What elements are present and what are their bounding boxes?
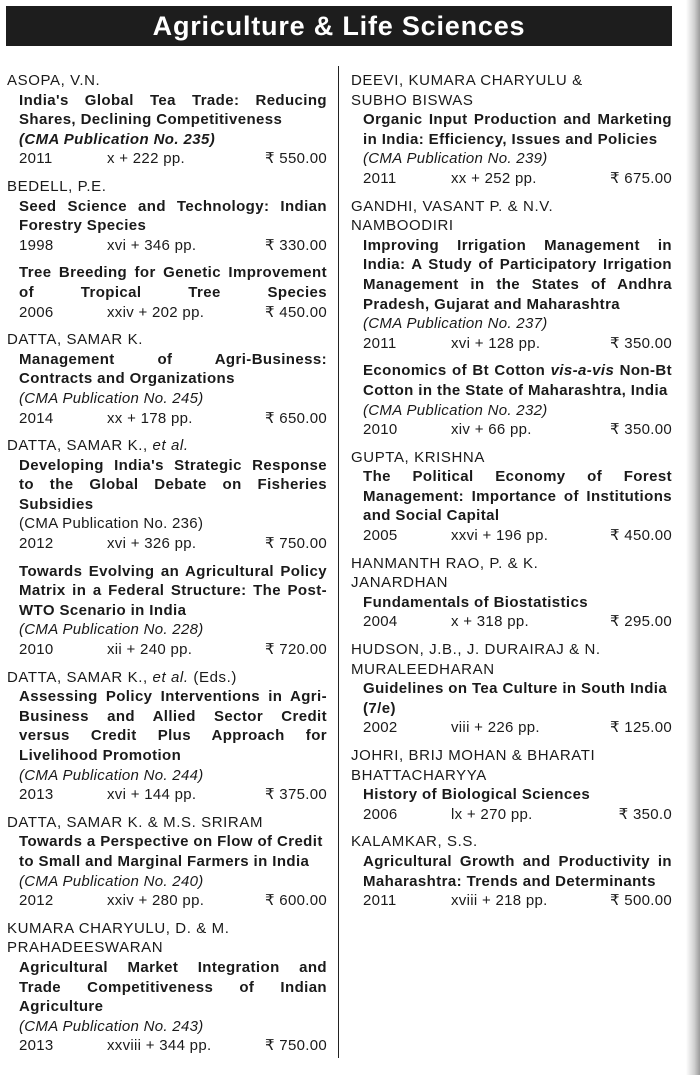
book-year: 2011 (19, 150, 53, 168)
book-title: Assessing Policy Interventions in Agri-Business and Allied Sector Credit versus Credit Plus Approach for Livelihood Promotion (19, 688, 327, 764)
book-year: 2012 (19, 892, 54, 910)
book-details (19, 785, 327, 805)
author-name: DEEVI, KUMARA CHARYULU & SUBHO BISWAS (351, 72, 583, 109)
book-price: ₹ 375.00 (265, 786, 327, 804)
book-listing (351, 467, 672, 545)
book-price: ₹ 350.00 (610, 421, 672, 439)
book-pages: xx + 252 pp. (451, 169, 537, 187)
book-year: 2013 (19, 786, 54, 804)
book-title: Towards Evolving an Agricultural Policy Matrix in a Federal Structure: The Post-WTO Scenario in India (19, 562, 327, 619)
catalog-entry (351, 71, 672, 189)
book-pages: x + 222 pp. (107, 150, 185, 168)
book-listing (351, 679, 672, 738)
book-price: ₹ 450.00 (265, 303, 327, 321)
page-edge-shadow (686, 0, 700, 1075)
author-name: DATTA, SAMAR K., et al. (7, 437, 189, 455)
book-details (363, 612, 672, 632)
book-price: ₹ 450.00 (610, 527, 672, 545)
catalog-entry (7, 71, 327, 169)
book-pages: xx + 178 pp. (107, 409, 193, 427)
book-pages: xvi + 326 pp. (107, 535, 197, 553)
author-name: DATTA, SAMAR K. (7, 331, 143, 349)
book-details (363, 891, 672, 911)
catalog-entry (351, 448, 672, 546)
book-details (363, 805, 672, 825)
book-price: ₹ 750.00 (265, 1037, 327, 1055)
book-pages: xviii + 218 pp. (451, 892, 548, 910)
book-price: ₹ 350.00 (610, 334, 672, 352)
book-details (363, 334, 672, 354)
publication-note: (CMA Publication No. 236) (19, 515, 204, 533)
book-details (19, 236, 327, 256)
book-details (19, 640, 327, 660)
book-title: Developing India's Strategic Response to the Global Debate on Fisheries Subsidies (19, 456, 327, 513)
book-year: 2011 (363, 169, 397, 187)
book-price: ₹ 500.00 (610, 892, 672, 910)
publication-note: (CMA Publication No. 235) (19, 130, 216, 148)
book-price: ₹ 675.00 (610, 169, 672, 187)
author-name: ASOPA, V.N. (7, 72, 101, 89)
book-details (363, 526, 672, 546)
book-title: Economics of Bt Cotton vis-a-vis Non-Bt Cotton in the State of Maharashtra, India (363, 362, 672, 399)
catalog-entry (7, 177, 327, 322)
book-title: Organic Input Production and Marketing in India: Efficiency, Issues and Policies (363, 111, 672, 148)
publication-note: (CMA Publication No. 245) (19, 389, 204, 407)
book-listing (351, 852, 672, 911)
book-price: ₹ 750.00 (265, 535, 327, 553)
publication-note: (CMA Publication No. 232) (363, 401, 548, 419)
book-listing (7, 197, 327, 256)
book-details (19, 303, 327, 323)
book-details (19, 534, 327, 554)
book-details (19, 891, 327, 911)
section-banner (6, 6, 672, 46)
book-listing (7, 263, 327, 322)
author-name: KUMARA CHARYULU, D. & M. PRAHADEESWARAN (7, 919, 230, 957)
book-year: 2010 (363, 421, 398, 439)
book-listing (7, 958, 327, 1056)
book-listing (351, 593, 672, 632)
book-pages: xxiv + 280 pp. (107, 892, 205, 910)
book-year: 2014 (19, 409, 54, 427)
book-details (19, 1036, 327, 1056)
book-year: 2012 (19, 535, 54, 553)
book-listing (351, 361, 672, 439)
book-title: Towards a Perspective on Flow of Credit to Small and Marginal Farmers in India (19, 833, 323, 870)
book-title: The Political Economy of Forest Management: Importance of Institutions and Social Capital (363, 468, 672, 525)
book-title: Guidelines on Tea Culture in South India (7/e) (363, 680, 668, 717)
book-pages: xvi + 128 pp. (451, 334, 541, 352)
book-year: 2005 (363, 527, 398, 545)
book-pages: xvi + 144 pp. (107, 786, 197, 804)
publication-note: (CMA Publication No. 239) (363, 150, 548, 168)
book-year: 2011 (363, 334, 397, 352)
book-details (363, 420, 672, 440)
book-title: Agricultural Growth and Productivity in Maharashtra: Trends and Determinants (363, 852, 672, 890)
book-listing (7, 562, 327, 660)
book-pages: viii + 226 pp. (451, 719, 540, 737)
catalog-entry (351, 832, 672, 910)
book-title: Tree Breeding for Genetic Improvement of Tropical Tree Species (19, 264, 327, 301)
book-year: 2002 (363, 719, 398, 737)
catalog-entry (7, 436, 327, 660)
book-price: ₹ 550.00 (265, 150, 327, 168)
book-listing (351, 236, 672, 354)
book-pages: lx + 270 pp. (451, 805, 533, 823)
book-listing (7, 832, 327, 910)
book-listing (7, 687, 327, 805)
book-price: ₹ 650.00 (265, 409, 327, 427)
book-year: 2010 (19, 641, 54, 659)
book-details (363, 718, 672, 738)
catalog-entry (7, 919, 327, 1056)
book-title: Agricultural Market Integration and Trade Competitiveness of Indian Agriculture (19, 958, 327, 1016)
publication-note: (CMA Publication No. 244) (19, 766, 204, 784)
book-price: ₹ 295.00 (610, 613, 672, 631)
catalog-entry (351, 554, 672, 632)
publication-note: (CMA Publication No. 237) (363, 315, 548, 333)
book-pages: xxviii + 344 pp. (107, 1037, 212, 1055)
book-pages: xiv + 66 pp. (451, 421, 532, 439)
publication-note: (CMA Publication No. 228) (19, 621, 204, 639)
book-price: ₹ 720.00 (265, 641, 327, 659)
book-price: ₹ 125.00 (610, 719, 672, 737)
book-details (19, 409, 327, 429)
publication-note: (CMA Publication No. 243) (19, 1017, 204, 1035)
book-title: Improving Irrigation Management in India: A Study of Participatory Irrigation Management in the States of Andhra Pradesh, Gujarat and Maharashtra (363, 236, 672, 313)
book-listing (351, 785, 672, 824)
book-price: ₹ 600.00 (265, 892, 327, 910)
author-name: JOHRI, BRIJ MOHAN & BHARATI BHATTACHARYYA (351, 747, 596, 784)
book-pages: x + 318 pp. (451, 613, 529, 631)
book-pages: xvi + 346 pp. (107, 236, 197, 254)
book-pages: xxvi + 196 pp. (451, 527, 549, 545)
book-title: Fundamentals of Biostatistics (363, 593, 588, 611)
book-listing (7, 456, 327, 554)
catalog-entry (7, 668, 327, 805)
book-details (19, 149, 327, 169)
section-title: Agriculture & Life Sciences (152, 10, 526, 41)
catalog-entry (351, 640, 672, 738)
book-listing (7, 350, 327, 428)
book-year: 2011 (363, 892, 397, 910)
author-name: BEDELL, P.E. (7, 177, 107, 195)
left-column (7, 71, 327, 1064)
column-divider (338, 66, 339, 1058)
right-column (351, 71, 672, 919)
author-name: KALAMKAR, S.S. (351, 833, 478, 851)
book-year: 1998 (19, 236, 54, 254)
book-title: History of Biological Sciences (363, 786, 591, 804)
catalog-entry (351, 746, 672, 824)
book-price: ₹ 350.0 (618, 805, 672, 823)
catalog-entry (7, 813, 327, 911)
book-listing (7, 91, 327, 169)
book-price: ₹ 330.00 (265, 236, 327, 254)
author-name: DATTA, SAMAR K., et al. (Eds.) (7, 668, 237, 686)
author-name: HUDSON, J.B., J. DURAIRAJ & N. MURALEEDHARAN (351, 641, 601, 678)
book-pages: xii + 240 pp. (107, 641, 193, 659)
book-details (363, 169, 672, 189)
author-name: GANDHI, VASANT P. & N.V. NAMBOODIRI (351, 197, 554, 235)
book-pages: xxiv + 202 pp. (107, 303, 205, 321)
book-year: 2006 (363, 805, 398, 823)
publication-note: (CMA Publication No. 240) (19, 872, 204, 890)
book-year: 2006 (19, 303, 54, 321)
book-year: 2004 (363, 613, 398, 631)
catalog-entry (351, 197, 672, 440)
book-title: India's Global Tea Trade: Reducing Shares, Declining Competitiveness (19, 91, 327, 129)
book-title: Management of Agri-Business: Contracts and Organizations (19, 350, 327, 388)
book-year: 2013 (19, 1037, 54, 1055)
author-name: GUPTA, KRISHNA (351, 448, 485, 466)
book-title: Seed Science and Technology: Indian Forestry Species (19, 197, 327, 235)
author-name: DATTA, SAMAR K. & M.S. SRIRAM (7, 813, 264, 831)
author-name: HANMANTH RAO, P. & K. JANARDHAN (351, 554, 539, 592)
catalog-entry (7, 330, 327, 428)
book-listing (351, 110, 672, 188)
